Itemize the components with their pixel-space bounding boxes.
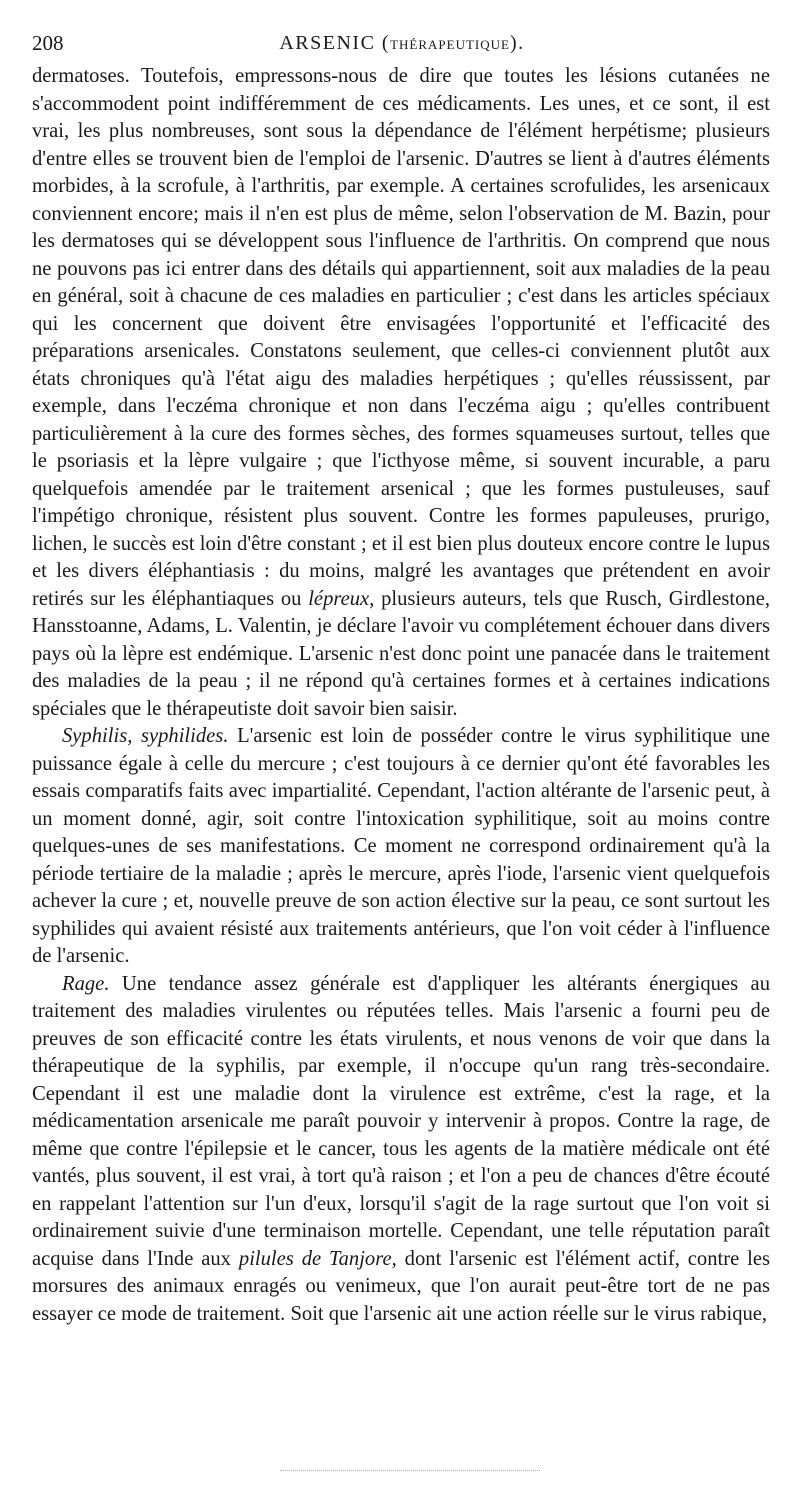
- page-header: [32, 30, 772, 56]
- paragraph-text: L'arsenic est loin de posséder contre le virus syphilitique une puissance égale à celle du mercure ; c'est toujours à ce dernier qu'ont été favorables les essais comparatifs faits avec impartialité. Cependant, l'action altérante de l'arsenic peut, à un moment donné, agir, soit contre l'intoxication syphilitique, soit au moins contre quelques-unes de ses manifestations. Ce moment ne correspond ordinairement qu'à la période tertiaire de la maladie ; après le mercure, après l'iode, l'arsenic vient quelquefois achever la cure ; et, nouvelle preuve de son action élective sur la peau, ce sont surtout les syphilides qui avaient résisté aux traitements antérieurs, que l'on voit céder à l'influence de l'arsenic.: [32, 725, 770, 967]
- running-head-close: ).: [509, 32, 525, 54]
- body-text: [32, 63, 770, 1328]
- section-lead-syphilis: Syphilis, syphilides.: [62, 725, 229, 747]
- paragraph-text-continued: , dont l'arsenic est l'élément actif, contre les morsures des animaux enragés ou venimeux, que l'on aurait peut-être tort de ne pas essayer ce mode de traitement. Soit que l'arsenic ait une action réelle sur le virus rabique,: [32, 1247, 771, 1325]
- paragraph-text-continued: , plusieurs auteurs, tels que Rusch, Girdlestone, Hansstoanne, Adams, L. Valentin, je déclare l'avoir vu complétement échouer dans divers pays où la lèpre est endémique. L'arsenic n'est donc point une panacée dans le traitement des maladies de la peau ; il ne répond qu'à certaines formes et à certaines indications spéciales que le thérapeutiste doit savoir bien saisir.: [32, 587, 771, 720]
- running-head-sub: THÉRAPEUTIQUE: [390, 37, 510, 52]
- paragraph-syphilis: [32, 723, 770, 971]
- page-number: 208: [32, 31, 64, 55]
- italic-term: pilules de Tanjore: [238, 1247, 392, 1270]
- paragraph-dermatoses: [32, 63, 770, 723]
- section-lead-rage: Rage.: [62, 972, 110, 995]
- running-head: [32, 30, 772, 58]
- paragraph-rage: [32, 971, 770, 1329]
- running-head-main: ARSENIC (: [279, 32, 391, 54]
- paragraph-text: Une tendance assez générale est d'appliquer les altérants énergiques au traitement des maladies virulentes ou réputées telles. Mais l'arsenic a fourni peu de preuves de son efficacité contre les états virulents, et nous venons de voir que dans la thérapeutique de la syphilis, par exemple, il n'occupe qu'un rang très-secondaire. Cependant il est une maladie dont la virulence est extrême, c'est la rage, et la médicamentation arsenicale me paraît pouvoir y intervenir à propos. Contre la rage, de même que contre l'épilepsie et le cancer, tous les agents de la matière médicale ont été vantés, plus souvent, il est vrai, à tort qu'à raison ; et l'on a peu de chances d'être écouté en rappelant l'attention sur l'un d'eux, lorsqu'il s'agit de la rage surtout que l'on voit si ordinairement suivie d'une terminaison mortelle. Cependant, une telle réputation paraît acquise dans l'Inde aux: [32, 972, 770, 1270]
- scan-artifact-line: [280, 1470, 540, 1475]
- paragraph-text: dermatoses. Toutefois, empressons-nous de dire que toutes les lésions cutanées ne s'accommodent point indifféremment de ces médicaments. Les unes, et ce sont, il est vrai, les plus nombreuses, sont sous la dépendance de l'élément herpétisme; plusieurs d'entre elles se trouvent bien de l'emploi de l'arsenic. D'autres se lient à d'autres éléments morbides, à la scrofule, à l'arthritis, par exemple. A certaines scrofulides, les arsenicaux conviennent encore; mais il n'en est plus de même, selon l'observation de M. Bazin, pour les dermatoses qui se développent sous l'influence de l'arthritis. On comprend que nous ne pouvons pas ici entrer dans des détails qui appartiennent, soit aux maladies de la peau en général, soit à chacune de ces maladies en particulier ; c'est dans les articles spéciaux qui les concernent que doivent être envisagées l'opportunité et l'efficacité des préparations arsenicales. Constatons seulement, que celles-ci conviennent plutôt aux états chroniques qu'à l'état aigu des maladies herpétiques ; qu'elles réussissent, par exemple, dans l'eczéma chronique et non dans l'eczéma aigu ; qu'elles contribuent particulièrement à la cure des formes sèches, des formes squameuses surtout, telles que le psoriasis et la lèpre vulgaire ; que l'icthyose même, si souvent incurable, a paru quelquefois amendée par le traitement arsenical ; que les formes pustuleuses, sauf l'impétigo chronique, résistent plus souvent. Contre les formes papuleuses, prurigo, lichen, le succès est loin d'être constant ; et il est bien plus douteux encore contre le lupus et les divers éléphantiasis : du moins, malgré les avantages que prétendent en avoir retirés sur les éléphantiaques ou: [32, 65, 770, 610]
- italic-term: lépreux: [308, 587, 370, 610]
